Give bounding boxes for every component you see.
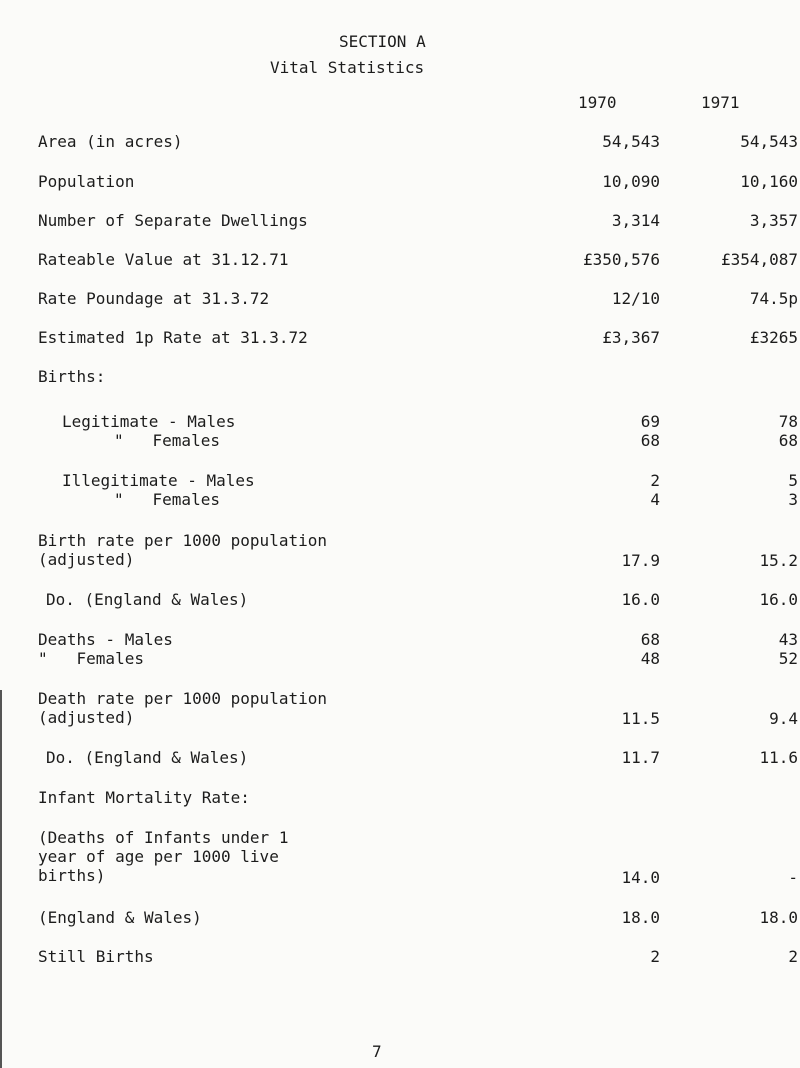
row-label-population: Population xyxy=(38,172,135,191)
infant-deaths-1971: - xyxy=(788,868,798,887)
row-label-birth-rate-england-wales: Do. (England & Wales) xyxy=(46,590,249,609)
death-rate-england-wales-1971: 11.6 xyxy=(759,748,798,767)
death-rate-england-wales-1970: 11.7 xyxy=(621,748,660,767)
infant-england-wales-1970: 18.0 xyxy=(621,908,660,927)
row-label-illegitimate-females: " Females xyxy=(114,490,220,509)
row-label-death-rate-england-wales: Do. (England & Wales) xyxy=(46,748,249,767)
still-births-1971: 2 xyxy=(788,947,798,966)
death-rate-1970: 11.5 xyxy=(621,709,660,728)
row-label-death-rate: Death rate per 1000 population (adjusted) xyxy=(38,689,327,727)
dwellings-1970: 3,314 xyxy=(611,211,660,230)
estimated-rate-1971: £3265 xyxy=(749,328,798,347)
still-births-1970: 2 xyxy=(650,947,660,966)
birth-rate-england-wales-1970: 16.0 xyxy=(621,590,660,609)
estimated-rate-1970: £3,367 xyxy=(602,328,660,347)
row-label-infant-england-wales: (England & Wales) xyxy=(38,908,202,927)
row-label-legitimate-females: " Females xyxy=(114,431,220,450)
population-1971: 10,160 xyxy=(740,172,798,191)
birth-rate-1971: 15.2 xyxy=(759,551,798,570)
row-label-legitimate-males: Legitimate - Males xyxy=(62,412,236,431)
deaths-females-1971: 52 xyxy=(778,649,798,668)
row-label-infant-deaths: (Deaths of Infants under 1 year of age per 1000 live births) xyxy=(38,828,289,885)
births-heading: Births: xyxy=(38,367,106,386)
area-1971: 54,543 xyxy=(740,132,798,151)
page-subtitle: Vital Statistics xyxy=(270,58,425,77)
row-label-still-births: Still Births xyxy=(38,947,154,966)
row-label-rate-poundage: Rate Poundage at 31.3.72 xyxy=(38,289,270,308)
illegitimate-females-1970: 4 xyxy=(650,490,660,509)
row-label-area: Area (in acres) xyxy=(38,132,183,151)
deaths-males-1970: 68 xyxy=(640,630,660,649)
birth-rate-1970: 17.9 xyxy=(621,551,660,570)
dwellings-1971: 3,357 xyxy=(749,211,798,230)
section-title: SECTION A xyxy=(339,32,426,51)
legitimate-females-1971: 68 xyxy=(778,431,798,450)
infant-deaths-1970: 14.0 xyxy=(621,868,660,887)
legitimate-females-1970: 68 xyxy=(640,431,660,450)
column-header-1971: 1971 xyxy=(701,93,740,112)
illegitimate-males-1971: 5 xyxy=(788,471,798,490)
legitimate-males-1970: 69 xyxy=(640,412,660,431)
infant-mortality-heading: Infant Mortality Rate: xyxy=(38,788,250,807)
row-label-rateable-value: Rateable Value at 31.12.71 xyxy=(38,250,289,269)
scan-edge-line xyxy=(0,690,2,1068)
area-1970: 54,543 xyxy=(602,132,660,151)
row-label-illegitimate-males: Illegitimate - Males xyxy=(62,471,255,490)
illegitimate-females-1971: 3 xyxy=(788,490,798,509)
row-label-deaths-females: " Females xyxy=(38,649,144,668)
infant-england-wales-1971: 18.0 xyxy=(759,908,798,927)
death-rate-1971: 9.4 xyxy=(769,709,798,728)
rate-poundage-1971: 74.5p xyxy=(749,289,798,308)
birth-rate-england-wales-1971: 16.0 xyxy=(759,590,798,609)
illegitimate-males-1970: 2 xyxy=(650,471,660,490)
page-number: 7 xyxy=(372,1042,382,1061)
rateable-value-1971: £354,087 xyxy=(720,250,798,269)
column-header-1970: 1970 xyxy=(578,93,617,112)
rate-poundage-1970: 12/10 xyxy=(611,289,660,308)
row-label-estimated-rate: Estimated 1p Rate at 31.3.72 xyxy=(38,328,308,347)
deaths-males-1971: 43 xyxy=(778,630,798,649)
rateable-value-1970: £350,576 xyxy=(582,250,660,269)
row-label-deaths-males: Deaths - Males xyxy=(38,630,173,649)
legitimate-males-1971: 78 xyxy=(778,412,798,431)
row-label-birth-rate: Birth rate per 1000 population (adjusted) xyxy=(38,531,327,569)
population-1970: 10,090 xyxy=(602,172,660,191)
deaths-females-1970: 48 xyxy=(640,649,660,668)
row-label-dwellings: Number of Separate Dwellings xyxy=(38,211,308,230)
